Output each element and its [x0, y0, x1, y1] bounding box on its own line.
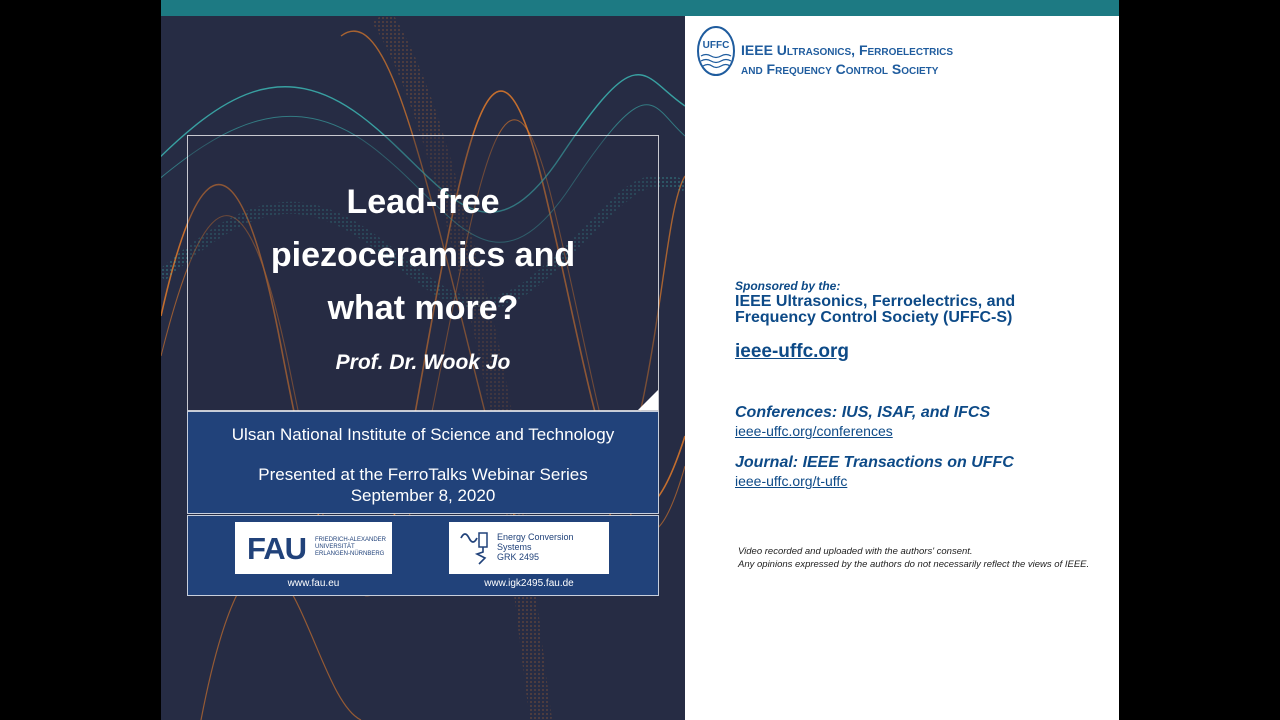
fau-logo: [235, 522, 392, 574]
energy-conversion-icon: [459, 530, 493, 566]
institution-name: Ulsan National Institute of Science and Technology: [231, 425, 615, 444]
logo-box: [187, 515, 659, 596]
sponsor-name: IEEE Ultrasonics, Ferroelectrics, and Frequency Control Society (UFFC-S): [735, 293, 1016, 326]
conferences-link[interactable]: ieee-uffc.org/conferences: [735, 423, 893, 439]
sponsor-panel: [685, 16, 1119, 720]
talk-title: [188, 176, 658, 335]
title-panel: [161, 16, 685, 720]
uffc-globe-icon: [696, 25, 736, 77]
info-box: [187, 411, 659, 514]
conferences-heading: Conferences: IUS, ISAF, and IFCS: [735, 404, 991, 421]
journal-heading: Journal: IEEE Transactions on UFFC: [735, 454, 1014, 471]
disclaimer: [738, 545, 1089, 571]
ecs-logo-text: Energy Conversion: [497, 532, 574, 542]
fau-logo-text: FRIEDRICH-ALEXANDER: [315, 537, 387, 543]
ecs-logo-text: Systems: [497, 542, 532, 552]
talk-title-line: what more?: [327, 289, 519, 327]
slide: [161, 0, 1119, 720]
sponsor-label: Sponsored by the:: [735, 279, 841, 293]
title-box: [187, 135, 659, 411]
society-name-line: and Frequency Control Society: [741, 61, 939, 77]
ieee-uffc-link[interactable]: ieee-uffc.org: [735, 341, 850, 362]
disclaimer-line: Any opinions expressed by the authors do not necessarily reflect the views of IEEE.: [738, 559, 1090, 570]
fau-logo-text: ERLANGEN-NÜRNBERG: [315, 551, 385, 557]
disclaimer-line: Video recorded and uploaded with the authors' consent.: [738, 546, 973, 557]
uffc-badge: UFFC: [702, 40, 730, 51]
event-date: September 8, 2020: [350, 486, 496, 505]
ecs-url: www.igk2495.fau.de: [484, 578, 574, 589]
society-name-line: IEEE Ultrasonics, Ferroelectrics: [741, 42, 954, 58]
society-name: [741, 41, 953, 79]
ecs-logo-text: GRK 2495: [497, 552, 540, 562]
fau-mark: FAU: [247, 531, 306, 566]
fau-logo-text: UNIVERSITÄT: [315, 544, 355, 550]
top-bar: [161, 0, 1119, 16]
presenter-name: Prof. Dr. Wook Jo: [335, 351, 511, 374]
ecs-logo: [449, 522, 609, 574]
event-name: Presented at the FerroTalks Webinar Series: [258, 465, 588, 484]
fau-url: www.fau.eu: [287, 578, 340, 589]
talk-title-line: piezoceramics and: [270, 236, 576, 274]
corner-fold: [638, 390, 658, 410]
journal-link[interactable]: ieee-uffc.org/t-uffc: [735, 473, 848, 489]
talk-title-line: Lead-free: [346, 183, 500, 221]
